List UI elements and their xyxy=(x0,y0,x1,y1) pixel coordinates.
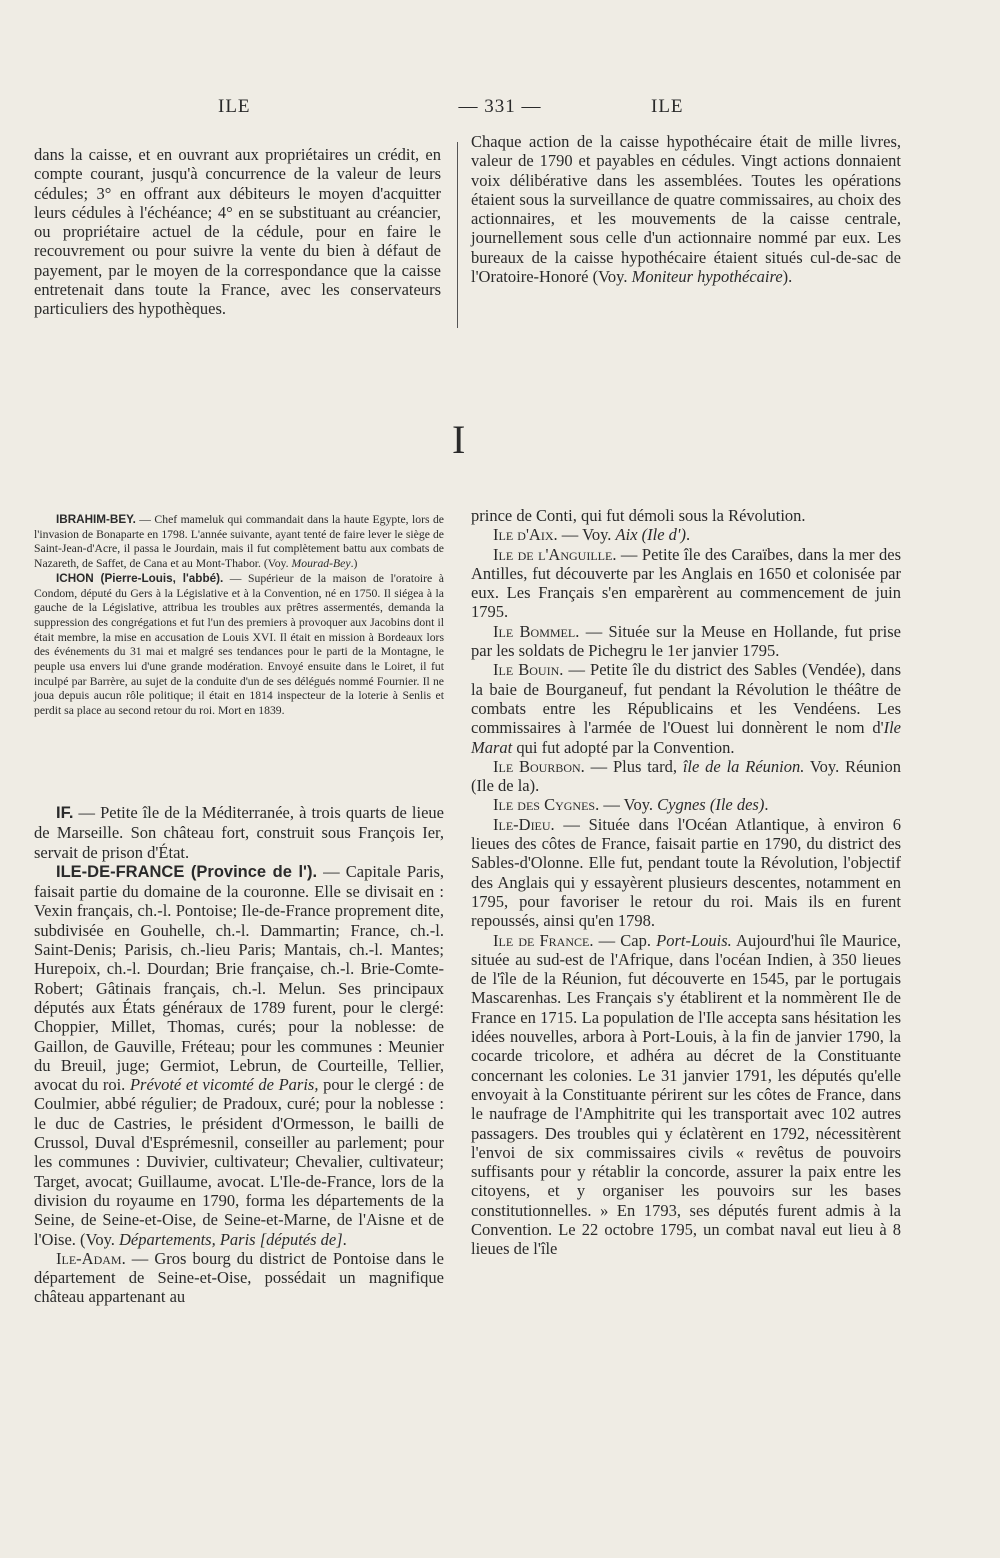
entry-ile-des-cygnes: Ile des Cygnes. — Voy. Cygnes (Ile des). xyxy=(493,795,769,815)
entry-ile-bouin: Ile Bouin. — Petite île du district des Sables (Vendée), dans la baie de Bourganeuf, fut pendant la Révolution le théâtre de combats entre les Républicains et les Vendéens. Les commissaires à l'armée de l'Ouest lui donnèrent le nom d'Ile Marat qui fut adopté par la Convention. xyxy=(471,660,902,757)
section-letter: I xyxy=(452,417,466,462)
running-header-right: ILE xyxy=(651,96,684,117)
entry-ile-dieu: Ile-Dieu. — Située dans l'Océan Atlantique, à environ 6 lieues des côtes de France, faisait partie en 1790, du district des Sables-d'Olonne. Elle fut, pendant toute la Révolution, l'objectif des Anglais qui y essayèrent plusieurs descentes, notamment en 1795, pour favoriser le retour du roi. Mais ils en furent repoussés, ainsi qu'en 1798. xyxy=(471,814,901,931)
entry-ile-d-aix: Ile d'Aix. — Voy. Aix (Ile d'). xyxy=(493,525,691,545)
paragraph: dans la caisse, et en ouvrant aux propriétaires un crédit, en compte courant, jusqu'à concurrence de la valeur de leurs cédules; 3° en offrant aux débiteurs le moyen d'acquitter leurs cédules à l'échéance; 4° en se substituant au créancier, ou propriétaire actuel de la cédule, pour en faire le recouvrement ou pour suivre la vente du bien à défaut de payement, par le moyen de la correspondance que la caisse entretenait dans toute la France, avec les conservateurs particuliers des hypothèques. xyxy=(34,145,441,319)
column-divider-top xyxy=(457,142,458,328)
entry-ile-bommel: Ile Bommel. — Située sur la Meuse en Hollande, fut prise par les soldats de Pichegru le 1er janvier 1795. xyxy=(471,621,902,661)
entry-ile-de-l-anguille: Ile de l'Anguille. — Petite île des Caraïbes, dans la mer des Antilles, fut découverte par les Anglais en 1650 et colonisée par eux. Les Français s'en emparèrent au commencement de juin 1795. xyxy=(471,544,901,622)
right-column-entries xyxy=(471,506,901,1259)
running-header-left: ILE xyxy=(218,96,251,117)
paragraph: Chaque action de la caisse hypothécaire était de mille livres, valeur de 1790 et payables en cédules. Vingt actions donnaient voix délibérative dans les assemblées. Toutes les opérations étaient sous la surveillance de quatre commissaires, au choix des actionnaires, et les mouvements de la caisse centrale, journellement sous celle d'un actionnaire nommé par eux. Les bureaux de la caisse hypothécaire étaient situés cul-de-sac de l'Oratoire-Honoré (Voy. Moniteur hypothécaire). xyxy=(471,132,901,287)
small-print-entries xyxy=(34,513,444,719)
right-column-top xyxy=(471,132,901,286)
entry-ile-adam: Ile-Adam. — Gros bourg du district de Pontoise dans le département de Seine-et-Oise, possédait un magnifique château appartenant au xyxy=(34,1248,444,1307)
left-column-entries xyxy=(34,803,444,1307)
entry-ichon: ICHON (Pierre-Louis, l'abbé). — Supérieur de la maison de l'oratoire à Condom, député du Gers à la Législative et à la Convention, né en 1750. Il siégea à la gauche de la Législative, attribua les troubles aux prêtres assermentés, demanda la suppression des congrégations et fut l'un des premiers à provoquer aux Jacobins dont il était membre, la mise en accusation de Louis XVI. Il était en mission à Bordeaux lors des événements du 31 mai et malgré ses tendances pour le parti de la Montagne, le peuple usa envers lui d'une grande modération. Envoyé ensuite dans le Loiret, il fut inculpé par Barrère, au sujet de la conduite d'un de ses délégués nommé Fournier. Il ne joua depuis aucun rôle politique; il était en 1814 inspecteur de la loterie à Senlis et perdit sa place au second retour du roi. Mort en 1839. xyxy=(34,571,444,718)
entry-ibrahim-bey: IBRAHIM-BEY. — Chef mameluk qui commandait dans la haute Egypte, lors de l'invasion de Bonaparte en 1798. L'année suivante, ayant tenté de faire lever le siège de Saint-Jean-d'Acre, il passa le Jourdain, mais il fut complètement battu aux combats de Nazareth, de Saffet, de Cana et au Mont-Thabor. (Voy. Mourad-Bey.) xyxy=(34,513,444,571)
entry-if: IF. — Petite île de la Méditerranée, à trois quarts de lieue de Marseille. Son château fort, construit sous François Ier, servait de prison d'État. xyxy=(34,803,444,862)
entry-ile-de-france: Ile de France. — Cap. Port-Louis. Aujourd'hui île Maurice, située au sud-est de l'Afrique, dans l'océan Indien, à 350 lieues de l'île de la Réunion, fut découverte en 1545, par le portugais Mascarenhas. Les Français s'y établirent et la nommèrent Ile de France en 1715. La population de l'Ile accepta sans hésitation les idées nouvelles, arbora à Port-Louis, à la fin de janvier 1790, la cocarde tricolore, et adhéra au décret de la Constituante concernant les colonies. Le 31 janvier 1791, les députés qu'elle envoyait à la Constituante périrent sur les côtes de France, dans le naufrage de l'Amphitrite qui les transportait avec 102 autres passagers. Des troubles qui y éclatèrent en 1792, nécessitèrent l'envoi de six commissaires civils « revêtus de pouvoirs suffisants pour y rétablir la concorde, assurer la paix entre les citoyens, et y organiser les pouvoirs sur les bases constitutionnelles. » En 1793, ses députés furent admis à la Convention. Le 22 octobre 1795, un combat naval eut lieu à 8 lieues de l'île xyxy=(471,930,901,1259)
entry-ile-bourbon: Ile Bourbon. — Plus tard, île de la Réunion. Voy. Réunion (Ile de la). xyxy=(471,756,901,796)
entry-ile-de-france-province: ILE-DE-FRANCE (Province de l'). — Capitale Paris, faisait partie du domaine de la couronne. Elle se divisait en : Vexin français, ch.-l. Pontoise; Ile-de-France proprement dite, subdivisée en Gouhelle, ch.-l. Dammartin; France, ch.-l. Saint-Denis; Parisis, ch.-lieu Paris; Mantais, ch.-l. Mantes; Hurepoix, ch.-l. Dourdan; Brie française, ch.-l. Brie-Comte-Robert; Gâtinais français, ch.-l. Melun. Ses principaux députés aux États généraux de 1789 furent, pour le clergé: Choppier, Millet, Thomas, curés; pour la noblesse: de Gaillon, de Gauville, Fréteau; pour les communes : Meunier du Breuil, juge; Germiot, Lebrun, de Courteille, Tellier, avocat du roi. Prévoté et vicomté de Paris, pour le clergé : de Coulmier, abbé régulier; de Pradoux, curé; pour la noblesse : le duc de Castries, le président d'Ormesson, le bailli de Crussol, Duval d'Esprémesnil, conseiller au parlement; pour les communes : Duvivier, cultivateur; Chevalier, cultivateur; Target, avocat; Guillaume, avocat. L'Ile-de-France, lors de la division du royaume en 1790, forma les départements de la Seine, de Seine-et-Oise, de Seine-et-Marne, de l'Aisne et de l'Oise. (Voy. Départements, Paris [députés de]. xyxy=(34,861,444,1249)
page-number: — 331 — xyxy=(458,96,542,117)
entry-continuation: prince de Conti, qui fut démoli sous la Révolution. xyxy=(471,506,806,525)
left-column-top xyxy=(34,145,441,319)
